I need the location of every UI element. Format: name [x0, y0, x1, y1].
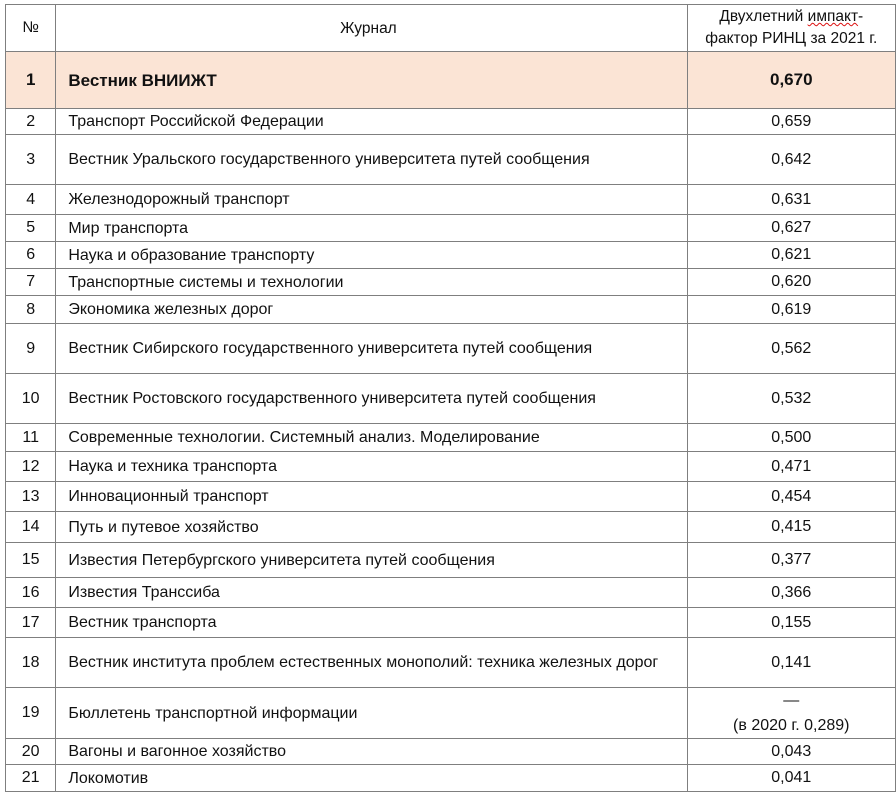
table-row	[6, 135, 896, 185]
row-number: 4	[6, 185, 56, 215]
row-number: 6	[6, 242, 56, 269]
journal-name: Вестник Сибирского государственного университета путей сообщения	[56, 324, 687, 374]
header-impact-line2: фактор РИНЦ за 2021 г.	[705, 30, 878, 47]
journal-name: Вестник транспорта	[56, 608, 687, 638]
journal-name: Бюллетень транспортной информации	[56, 688, 687, 739]
impact-factor-value: 0,500	[687, 424, 895, 452]
spellcheck-underlined-word: импакт	[807, 8, 859, 25]
impact-factor-dash: —	[783, 692, 800, 709]
journal-name: Путь и путевое хозяйство	[56, 512, 687, 543]
impact-factor-value: 0,670	[687, 52, 895, 109]
table-row	[6, 424, 896, 452]
table-row	[6, 638, 896, 688]
impact-factor-value	[687, 688, 895, 739]
journal-name: Современные технологии. Системный анализ. Моделирование	[56, 424, 687, 452]
row-number: 3	[6, 135, 56, 185]
journal-name: Наука и техника транспорта	[56, 452, 687, 482]
table-row	[6, 185, 896, 215]
impact-factor-value: 0,043	[687, 739, 895, 765]
row-number: 5	[6, 215, 56, 242]
table-row	[6, 296, 896, 324]
row-number: 2	[6, 109, 56, 135]
header-num: №	[6, 5, 56, 52]
table-row	[6, 512, 896, 543]
impact-factor-value: 0,619	[687, 296, 895, 324]
table-row	[6, 543, 896, 578]
row-number: 11	[6, 424, 56, 452]
table-row	[6, 765, 896, 792]
impact-factor-value: 0,631	[687, 185, 895, 215]
row-number: 1	[6, 52, 56, 109]
table-row	[6, 739, 896, 765]
row-number: 18	[6, 638, 56, 688]
row-number: 15	[6, 543, 56, 578]
impact-factor-note: (в 2020 г. 0,289)	[733, 717, 850, 734]
impact-factor-value: 0,659	[687, 109, 895, 135]
row-number: 10	[6, 374, 56, 424]
journal-name: Вестник Ростовского государственного университета путей сообщения	[56, 374, 687, 424]
table-row	[6, 52, 896, 109]
impact-factor-value: 0,620	[687, 269, 895, 296]
journal-name: Наука и образование транспорту	[56, 242, 687, 269]
table-row	[6, 482, 896, 512]
row-number: 19	[6, 688, 56, 739]
row-number: 14	[6, 512, 56, 543]
journal-name: Железнодорожный транспорт	[56, 185, 687, 215]
impact-factor-value: 0,532	[687, 374, 895, 424]
impact-factor-value: 0,642	[687, 135, 895, 185]
table-body	[6, 52, 896, 792]
header-impact-factor	[687, 5, 895, 52]
journal-name: Вестник ВНИИЖТ	[56, 52, 687, 109]
impact-factor-value: 0,562	[687, 324, 895, 374]
row-number: 9	[6, 324, 56, 374]
journal-name: Известия Транссиба	[56, 578, 687, 608]
table-row	[6, 688, 896, 739]
journal-name: Известия Петербургского университета путей сообщения	[56, 543, 687, 578]
impact-factor-value: 0,621	[687, 242, 895, 269]
journal-name: Вагоны и вагонное хозяйство	[56, 739, 687, 765]
row-number: 7	[6, 269, 56, 296]
impact-factor-value: 0,377	[687, 543, 895, 578]
journal-name: Транспортные системы и технологии	[56, 269, 687, 296]
header-impact-line1: Двухлетний импакт-	[719, 8, 864, 25]
table-row	[6, 109, 896, 135]
table-row	[6, 374, 896, 424]
row-number: 20	[6, 739, 56, 765]
table-row	[6, 608, 896, 638]
header-journal: Журнал	[56, 5, 687, 52]
impact-factor-value: 0,471	[687, 452, 895, 482]
table-row	[6, 269, 896, 296]
impact-factor-value: 0,366	[687, 578, 895, 608]
impact-factor-value: 0,415	[687, 512, 895, 543]
impact-factor-table	[5, 4, 896, 792]
journal-name: Локомотив	[56, 765, 687, 792]
journal-name: Экономика железных дорог	[56, 296, 687, 324]
header-row	[6, 5, 896, 52]
journal-name: Вестник Уральского государственного университета путей сообщения	[56, 135, 687, 185]
table-row	[6, 324, 896, 374]
journal-name: Мир транспорта	[56, 215, 687, 242]
row-number: 17	[6, 608, 56, 638]
journal-name: Вестник института проблем естественных монополий: техника железных дорог	[56, 638, 687, 688]
journal-name: Инновационный транспорт	[56, 482, 687, 512]
row-number: 21	[6, 765, 56, 792]
row-number: 16	[6, 578, 56, 608]
table-row	[6, 215, 896, 242]
table-row	[6, 578, 896, 608]
row-number: 12	[6, 452, 56, 482]
table-row	[6, 242, 896, 269]
row-number: 13	[6, 482, 56, 512]
journal-name: Транспорт Российской Федерации	[56, 109, 687, 135]
impact-factor-value: 0,454	[687, 482, 895, 512]
row-number: 8	[6, 296, 56, 324]
table-row	[6, 452, 896, 482]
impact-factor-value: 0,627	[687, 215, 895, 242]
impact-factor-value: 0,041	[687, 765, 895, 792]
impact-factor-value: 0,141	[687, 638, 895, 688]
impact-factor-value: 0,155	[687, 608, 895, 638]
